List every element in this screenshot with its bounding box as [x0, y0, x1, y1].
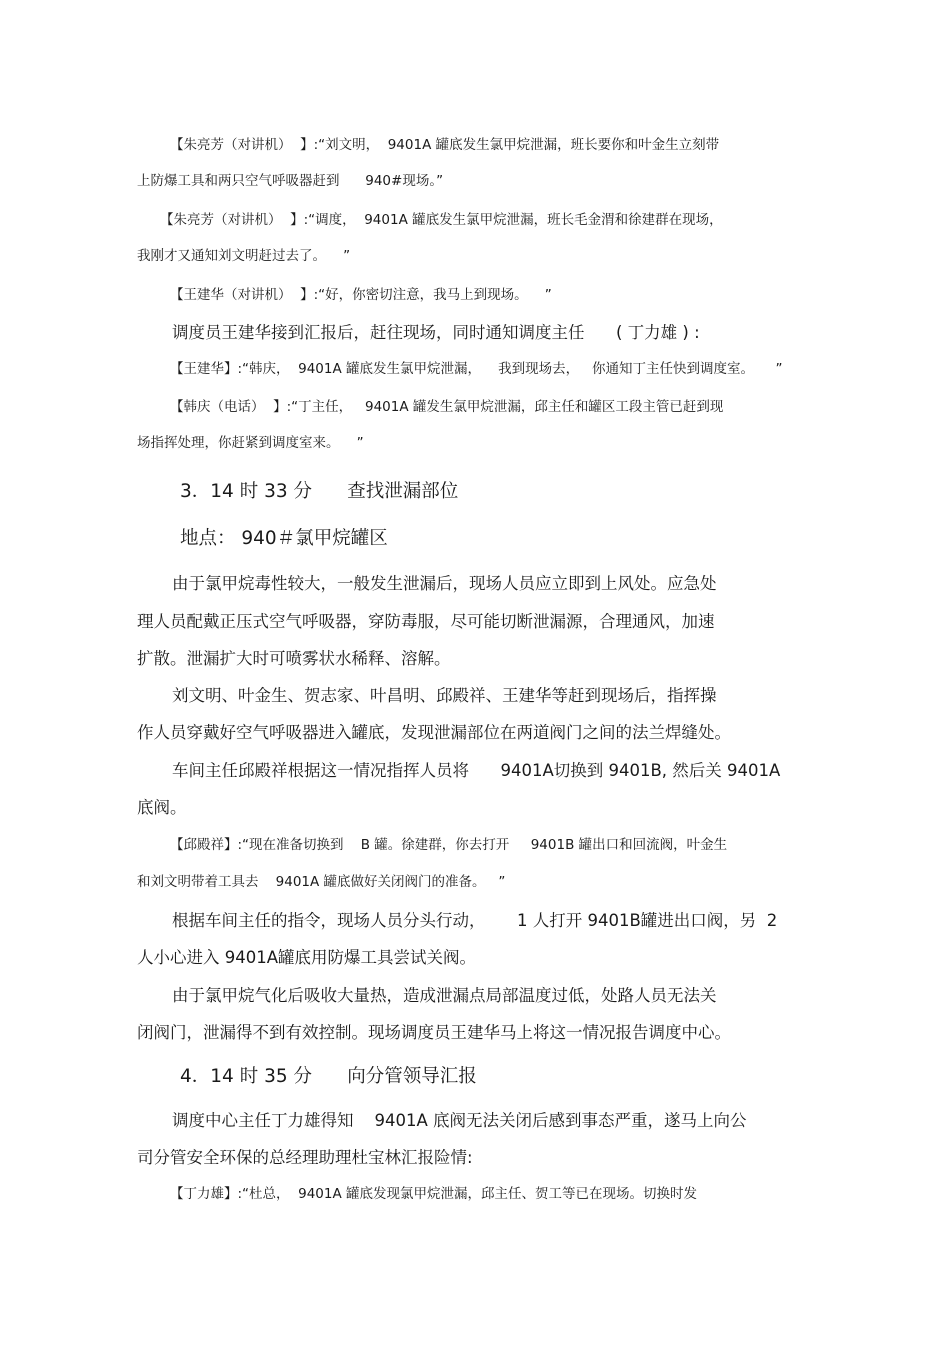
paragraph-line: 根据车间主任的指令，现场人员分头行动， 1 人打开 9401B罐进出口阀，另 2 — [172, 911, 778, 930]
paragraph-line: 理人员配戴正压式空气呼吸器，穿防毒服，尽可能切断泄漏源，合理通风，加速 — [137, 612, 715, 631]
paragraph-line: 底阀。 — [137, 798, 187, 817]
dialogue-line: 场指挥处理，你赶紧到调度室来。 ” — [137, 435, 364, 451]
dialogue-line: 【邱殿祥】:“现在准备切换到 B 罐。徐建群，你去打开 9401B 罐出口和回流阀，叶金生 — [170, 837, 728, 853]
dialogue-line: 【韩庆（电话） 】:“丁主任， 9401A 罐发生氯甲烷泄漏，邱主任和罐区工段主管已赶到现 — [170, 399, 724, 415]
dialogue-line: 和刘文明带着工具去 9401A 罐底做好关闭阀门的准备。 ” — [137, 874, 506, 890]
dialogue-line: 【王建华（对讲机） 】:“好，你密切注意，我马上到现场。 ” — [170, 287, 552, 303]
paragraph-line: 人小心进入 9401A罐底用防爆工具尝试关阀。 — [137, 948, 477, 967]
paragraph-line: 闭阀门，泄漏得不到有效控制。现场调度员王建华马上将这一情况报告调度中心。 — [137, 1023, 731, 1042]
paragraph-line: 由于氯甲烷毒性较大，一般发生泄漏后，现场人员应立即到上风处。应急处 — [172, 574, 717, 593]
paragraph-line: 扩散。泄漏扩大时可喷雾状水稀释、溶解。 — [137, 649, 451, 668]
dialogue-line: 上防爆工具和两只空气呼吸器赶到 940#现场。” — [137, 173, 444, 189]
dialogue-line: 【朱亮芳（对讲机） 】:“刘文明， 9401A 罐底发生氯甲烷泄漏，班长要你和叶金生立刻带 — [170, 137, 720, 153]
paragraph-line: 车间主任邱殿祥根据这一情况指挥人员将 9401A切换到 9401B, 然后关 9401A — [172, 761, 781, 780]
paragraph-line: 作人员穿戴好空气呼吸器进入罐底，发现泄漏部位在两道阀门之间的法兰焊缝处。 — [137, 723, 731, 742]
paragraph-line: 刘文明、叶金生、贺志家、叶昌明、邱殿祥、王建华等赶到现场后，指挥操 — [172, 686, 717, 705]
dialogue-line: 【丁力雄】:“杜总， 9401A 罐底发现氯甲烷泄漏，邱主任、贺工等已在现场。切换时发 — [170, 1186, 698, 1202]
dialogue-line: 【王建华】:“韩庆， 9401A 罐底发生氯甲烷泄漏， 我到现场去， 你通知丁主任快到调度室。 ” — [170, 361, 783, 377]
location-heading: 地点： 940＃氯甲烷罐区 — [180, 528, 388, 549]
paragraph-line: 调度员王建华接到汇报后，赶往现场，同时通知调度主任 ( 丁力雄 ) : — [172, 323, 700, 342]
section-heading: 3．14 时 33 分 查找泄漏部位 — [180, 481, 459, 502]
paragraph-line: 司分管安全环保的总经理助理杜宝林汇报险情: — [137, 1148, 473, 1167]
paragraph-line: 调度中心主任丁力雄得知 9401A 底阀无法关闭后感到事态严重，遂马上向公 — [172, 1111, 747, 1130]
dialogue-line: 我刚才又通知刘文明赶过去了。 ” — [137, 248, 351, 264]
section-heading: 4．14 时 35 分 向分管领导汇报 — [180, 1066, 477, 1087]
paragraph-line: 由于氯甲烷气化后吸收大量热，造成泄漏点局部温度过低，处路人员无法关 — [172, 986, 717, 1005]
dialogue-line: 【朱亮芳（对讲机） 】:“调度， 9401A 罐底发生氯甲烷泄漏，班长毛金渭和徐建群在现场， — [160, 212, 723, 228]
